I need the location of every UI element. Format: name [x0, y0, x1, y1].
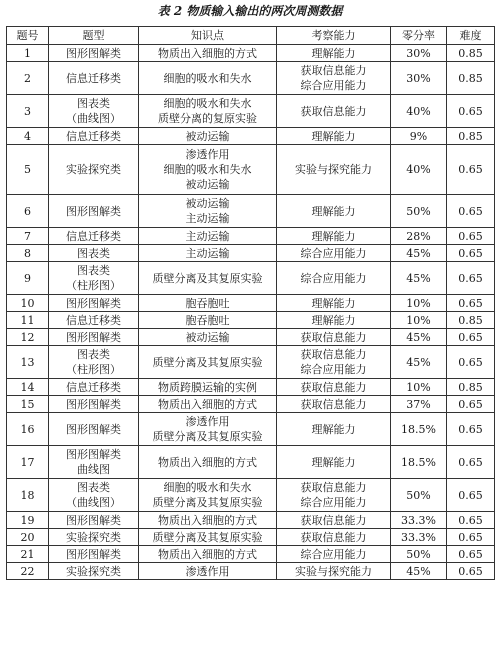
cell-type	[49, 512, 139, 529]
cell-ability	[277, 512, 391, 529]
cell-difficulty: 0.65	[447, 329, 495, 346]
cell-difficulty: 0.65	[447, 563, 495, 580]
cell-zero-rate: 18.5%	[391, 413, 447, 446]
cell-zero-rate: 37%	[391, 396, 447, 413]
cell-type-line: 信息迁移类	[66, 380, 121, 394]
cell-id: 13	[7, 346, 49, 379]
cell-zero-rate: 10%	[391, 379, 447, 396]
header-zero-rate: 零分率	[391, 27, 447, 45]
cell-ability-line: 理解能力	[311, 46, 356, 60]
cell-difficulty: 0.85	[447, 312, 495, 329]
cell-id: 11	[7, 312, 49, 329]
cell-zero-rate: 45%	[391, 262, 447, 295]
cell-knowledge	[139, 396, 277, 413]
cell-zero-rate: 33.3%	[391, 512, 447, 529]
cell-zero-rate: 45%	[391, 329, 447, 346]
cell-knowledge-line: 细胞的吸水和失水	[163, 481, 252, 494]
cell-zero-rate: 30%	[391, 62, 447, 95]
cell-ability	[277, 396, 391, 413]
table-row	[7, 228, 495, 245]
cell-knowledge	[139, 563, 277, 580]
table-row	[7, 446, 495, 479]
header-ability: 考察能力	[277, 27, 391, 45]
table-row	[7, 329, 495, 346]
cell-difficulty: 0.65	[447, 95, 495, 128]
cell-ability	[277, 262, 391, 295]
cell-ability	[277, 195, 391, 228]
cell-zero-rate: 10%	[391, 295, 447, 312]
cell-type-line: 信息迁移类	[66, 129, 121, 143]
cell-ability	[277, 446, 391, 479]
cell-difficulty: 0.65	[447, 396, 495, 413]
cell-knowledge	[139, 62, 277, 95]
cell-knowledge-line: 渗透作用	[185, 564, 230, 578]
header-knowledge: 知识点	[139, 27, 277, 45]
cell-difficulty: 0.65	[447, 413, 495, 446]
cell-zero-rate: 33.3%	[391, 529, 447, 546]
cell-type-line: 图形图解类	[66, 397, 121, 411]
cell-knowledge	[139, 262, 277, 295]
cell-type	[49, 396, 139, 413]
cell-ability	[277, 295, 391, 312]
cell-id: 5	[7, 145, 49, 195]
table-title: 表 2 物质输入输出的两次周测数据	[157, 4, 343, 18]
cell-id: 15	[7, 396, 49, 413]
table-row	[7, 295, 495, 312]
cell-knowledge	[139, 195, 277, 228]
cell-knowledge-line: 物质出入细胞的方式	[158, 46, 257, 60]
cell-type	[49, 529, 139, 546]
cell-type	[49, 563, 139, 580]
cell-difficulty: 0.65	[447, 346, 495, 379]
cell-knowledge-line: 被动运输	[185, 197, 230, 210]
cell-type	[49, 128, 139, 145]
cell-ability	[277, 62, 391, 95]
cell-type	[49, 446, 139, 479]
table-row	[7, 128, 495, 145]
cell-zero-rate: 40%	[391, 145, 447, 195]
cell-zero-rate: 40%	[391, 95, 447, 128]
cell-type	[49, 195, 139, 228]
cell-type	[49, 413, 139, 446]
cell-id: 4	[7, 128, 49, 145]
cell-ability-line: 实验与探究能力	[295, 163, 372, 176]
cell-difficulty: 0.65	[447, 262, 495, 295]
cell-zero-rate: 30%	[391, 45, 447, 62]
cell-type-line: 图形图解类	[66, 330, 121, 344]
table-row	[7, 529, 495, 546]
cell-type-line: （曲线图）	[66, 112, 121, 125]
cell-knowledge	[139, 529, 277, 546]
cell-type	[49, 62, 139, 95]
cell-id: 14	[7, 379, 49, 396]
cell-ability	[277, 95, 391, 128]
cell-ability	[277, 245, 391, 262]
header-difficulty: 难度	[447, 27, 495, 45]
cell-knowledge	[139, 446, 277, 479]
cell-difficulty: 0.65	[447, 145, 495, 195]
cell-knowledge	[139, 546, 277, 563]
table-row	[7, 413, 495, 446]
cell-zero-rate: 45%	[391, 346, 447, 379]
cell-type-line: 信息迁移类	[66, 313, 121, 327]
cell-knowledge-line: 质壁分离的复原实验	[158, 112, 257, 125]
cell-id: 10	[7, 295, 49, 312]
cell-zero-rate: 18.5%	[391, 446, 447, 479]
cell-ability-line: 综合应用能力	[300, 271, 367, 285]
cell-difficulty: 0.65	[447, 228, 495, 245]
cell-knowledge-line: 胞吞胞吐	[185, 313, 230, 327]
cell-knowledge-line: 物质出入细胞的方式	[158, 397, 257, 411]
cell-type-line: 信息迁移类	[66, 71, 121, 85]
cell-ability	[277, 346, 391, 379]
cell-ability-line: 获取信息能力	[300, 330, 367, 344]
cell-knowledge-line: 物质出入细胞的方式	[158, 513, 257, 527]
cell-zero-rate: 10%	[391, 312, 447, 329]
cell-type-line: 图表类	[77, 264, 110, 277]
cell-type-line: 图表类	[77, 246, 110, 260]
table-row	[7, 479, 495, 512]
cell-ability-line: 理解能力	[311, 422, 356, 436]
cell-knowledge-line: 细胞的吸水和失水	[163, 71, 252, 85]
cell-knowledge-line: 主动运输	[185, 246, 230, 260]
cell-type	[49, 329, 139, 346]
cell-id: 18	[7, 479, 49, 512]
table-row	[7, 145, 495, 195]
cell-type	[49, 379, 139, 396]
cell-knowledge	[139, 45, 277, 62]
cell-knowledge-line: 渗透作用	[185, 148, 230, 161]
cell-knowledge	[139, 312, 277, 329]
cell-ability	[277, 228, 391, 245]
cell-id: 8	[7, 245, 49, 262]
header-id: 题号	[7, 27, 49, 45]
cell-type	[49, 479, 139, 512]
cell-knowledge-line: 被动运输	[185, 330, 230, 344]
cell-knowledge-line: 细胞的吸水和失水	[163, 163, 252, 176]
cell-type-line: 图形图解类	[66, 448, 121, 461]
cell-knowledge	[139, 295, 277, 312]
cell-ability-line: 获取信息能力	[300, 104, 367, 118]
cell-knowledge-line: 物质出入细胞的方式	[158, 547, 257, 561]
cell-id: 16	[7, 413, 49, 446]
cell-id: 7	[7, 228, 49, 245]
cell-type-line: （柱形图）	[66, 279, 121, 292]
table-row	[7, 62, 495, 95]
data-table	[6, 26, 495, 580]
cell-type	[49, 245, 139, 262]
cell-difficulty: 0.65	[447, 446, 495, 479]
cell-ability-line: 理解能力	[311, 296, 356, 310]
cell-ability	[277, 413, 391, 446]
cell-knowledge-line: 质壁分离及其复原实验	[152, 496, 263, 509]
cell-type-line: 图表类	[77, 481, 110, 494]
header-type: 题型	[49, 27, 139, 45]
cell-knowledge	[139, 379, 277, 396]
cell-id: 12	[7, 329, 49, 346]
cell-id: 9	[7, 262, 49, 295]
cell-id: 2	[7, 62, 49, 95]
cell-knowledge-line: 质壁分离及其复原实验	[152, 355, 263, 369]
cell-ability-line: 综合应用能力	[300, 79, 367, 92]
cell-type-line: （曲线图）	[66, 496, 121, 509]
table-row	[7, 396, 495, 413]
cell-type-line: 曲线图	[77, 463, 110, 476]
cell-knowledge-line: 被动运输	[185, 178, 230, 191]
cell-ability	[277, 529, 391, 546]
cell-ability	[277, 145, 391, 195]
cell-difficulty: 0.65	[447, 479, 495, 512]
cell-zero-rate: 50%	[391, 195, 447, 228]
cell-id: 19	[7, 512, 49, 529]
cell-knowledge	[139, 128, 277, 145]
cell-ability	[277, 128, 391, 145]
cell-type-line: 图形图解类	[66, 46, 121, 60]
cell-id: 6	[7, 195, 49, 228]
cell-type	[49, 145, 139, 195]
table-row	[7, 262, 495, 295]
cell-ability-line: 综合应用能力	[300, 363, 367, 376]
cell-id: 17	[7, 446, 49, 479]
cell-type-line: 图形图解类	[66, 513, 121, 527]
cell-id: 3	[7, 95, 49, 128]
cell-knowledge-line: 质壁分离及其复原实验	[152, 530, 263, 544]
cell-ability-line: 获取信息能力	[300, 348, 367, 361]
cell-difficulty: 0.65	[447, 512, 495, 529]
cell-type-line: 图表类	[77, 97, 110, 110]
cell-type	[49, 45, 139, 62]
cell-knowledge-line: 主动运输	[185, 212, 230, 225]
cell-id: 21	[7, 546, 49, 563]
cell-type-line: 图形图解类	[66, 547, 121, 561]
cell-knowledge	[139, 512, 277, 529]
cell-ability-line: 获取信息能力	[300, 380, 367, 394]
cell-knowledge	[139, 329, 277, 346]
cell-knowledge-line: 质壁分离及其复原实验	[152, 271, 263, 285]
cell-knowledge-line: 质壁分离及其复原实验	[152, 430, 263, 443]
cell-type-line: 实验探究类	[66, 564, 121, 578]
table-row	[7, 195, 495, 228]
cell-knowledge-line: 胞吞胞吐	[185, 296, 230, 310]
cell-knowledge	[139, 145, 277, 195]
cell-type	[49, 346, 139, 379]
cell-ability-line: 理解能力	[311, 455, 356, 469]
cell-type-line: 图表类	[77, 348, 110, 361]
table-row	[7, 512, 495, 529]
cell-knowledge-line: 渗透作用	[185, 415, 230, 428]
cell-ability-line: 综合应用能力	[300, 547, 367, 561]
cell-ability-line: 获取信息能力	[300, 530, 367, 544]
cell-ability-line: 理解能力	[311, 313, 356, 327]
cell-ability-line: 理解能力	[311, 129, 356, 143]
cell-knowledge	[139, 245, 277, 262]
cell-knowledge	[139, 95, 277, 128]
cell-ability-line: 获取信息能力	[300, 481, 367, 494]
cell-ability	[277, 479, 391, 512]
cell-id: 20	[7, 529, 49, 546]
cell-ability-line: 理解能力	[311, 229, 356, 243]
table-row	[7, 245, 495, 262]
cell-ability-line: 实验与探究能力	[295, 564, 372, 578]
cell-ability-line: 综合应用能力	[300, 496, 367, 509]
cell-type-line: 实验探究类	[66, 163, 121, 176]
cell-zero-rate: 45%	[391, 245, 447, 262]
table-row	[7, 379, 495, 396]
cell-type	[49, 546, 139, 563]
cell-ability-line: 综合应用能力	[300, 246, 367, 260]
cell-type-line: 实验探究类	[66, 530, 121, 544]
table-row	[7, 312, 495, 329]
cell-difficulty: 0.65	[447, 546, 495, 563]
cell-ability-line: 理解能力	[311, 204, 356, 218]
header-row	[7, 27, 495, 45]
cell-zero-rate: 50%	[391, 479, 447, 512]
cell-knowledge	[139, 228, 277, 245]
cell-difficulty: 0.65	[447, 529, 495, 546]
cell-difficulty: 0.65	[447, 245, 495, 262]
cell-zero-rate: 9%	[391, 128, 447, 145]
cell-ability	[277, 312, 391, 329]
cell-knowledge-line: 物质跨膜运输的实例	[158, 380, 257, 394]
cell-zero-rate: 28%	[391, 228, 447, 245]
cell-difficulty: 0.65	[447, 295, 495, 312]
cell-ability-line: 获取信息能力	[300, 64, 367, 77]
cell-knowledge-line: 细胞的吸水和失水	[163, 97, 252, 110]
cell-knowledge	[139, 413, 277, 446]
cell-type-line: 信息迁移类	[66, 229, 121, 243]
table-row	[7, 45, 495, 62]
cell-type	[49, 262, 139, 295]
cell-type	[49, 312, 139, 329]
cell-ability	[277, 563, 391, 580]
cell-type-line: 图形图解类	[66, 296, 121, 310]
cell-type	[49, 228, 139, 245]
cell-ability	[277, 45, 391, 62]
cell-type	[49, 295, 139, 312]
table-row	[7, 95, 495, 128]
cell-difficulty: 0.85	[447, 45, 495, 62]
cell-difficulty: 0.85	[447, 62, 495, 95]
table-row	[7, 563, 495, 580]
cell-difficulty: 0.85	[447, 128, 495, 145]
cell-type-line: （柱形图）	[66, 363, 121, 376]
cell-type-line: 图形图解类	[66, 204, 121, 218]
cell-ability	[277, 329, 391, 346]
cell-knowledge	[139, 479, 277, 512]
table-row	[7, 346, 495, 379]
cell-type	[49, 95, 139, 128]
cell-id: 1	[7, 45, 49, 62]
cell-type-line: 图形图解类	[66, 422, 121, 436]
cell-difficulty: 0.65	[447, 195, 495, 228]
cell-difficulty: 0.85	[447, 379, 495, 396]
cell-ability-line: 获取信息能力	[300, 513, 367, 527]
cell-knowledge	[139, 346, 277, 379]
cell-ability-line: 获取信息能力	[300, 397, 367, 411]
cell-ability	[277, 546, 391, 563]
cell-knowledge-line: 主动运输	[185, 229, 230, 243]
cell-ability	[277, 379, 391, 396]
cell-knowledge-line: 被动运输	[185, 129, 230, 143]
cell-id: 22	[7, 563, 49, 580]
table-row	[7, 546, 495, 563]
cell-zero-rate: 50%	[391, 546, 447, 563]
cell-zero-rate: 45%	[391, 563, 447, 580]
cell-knowledge-line: 物质出入细胞的方式	[158, 455, 257, 469]
